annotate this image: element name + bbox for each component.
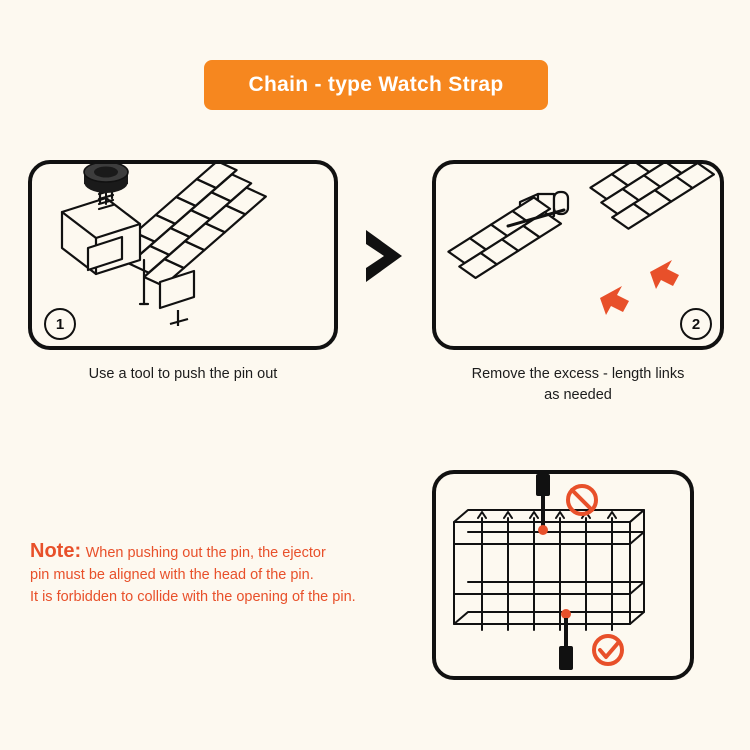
ejector-pin-wrong [536,474,550,535]
detail-panel [432,470,694,680]
step-2-illustration [436,164,720,346]
step-2-caption-line1: Remove the excess - length links [471,366,685,382]
red-arrow-icon [600,260,679,315]
step-2-caption-line2: as needed [544,387,612,403]
note-line-2: pin must be aligned with the head of the pin. [30,567,314,583]
tool-knob [84,164,128,193]
page-title: Chain - type Watch Strap [248,73,504,96]
chevron-right-arrow-icon [360,228,414,284]
pin-alignment-detail-illustration [436,474,690,676]
note-block [30,540,420,608]
ejector-pin-correct [559,609,573,670]
step-2-caption [424,364,732,406]
page-title-banner [204,60,548,110]
step-1-illustration [32,164,334,346]
note-line-1: When pushing out the pin, the ejector [85,545,326,561]
step-2-badge: 2 [680,308,712,340]
check-circle-icon [594,636,622,664]
step-1-caption: Use a tool to push the pin out [88,366,278,382]
step-1-badge: 1 [44,308,76,340]
note-label: Note: [30,540,82,562]
note-line-3: It is forbidden to collide with the opening of the pin. [30,589,356,605]
